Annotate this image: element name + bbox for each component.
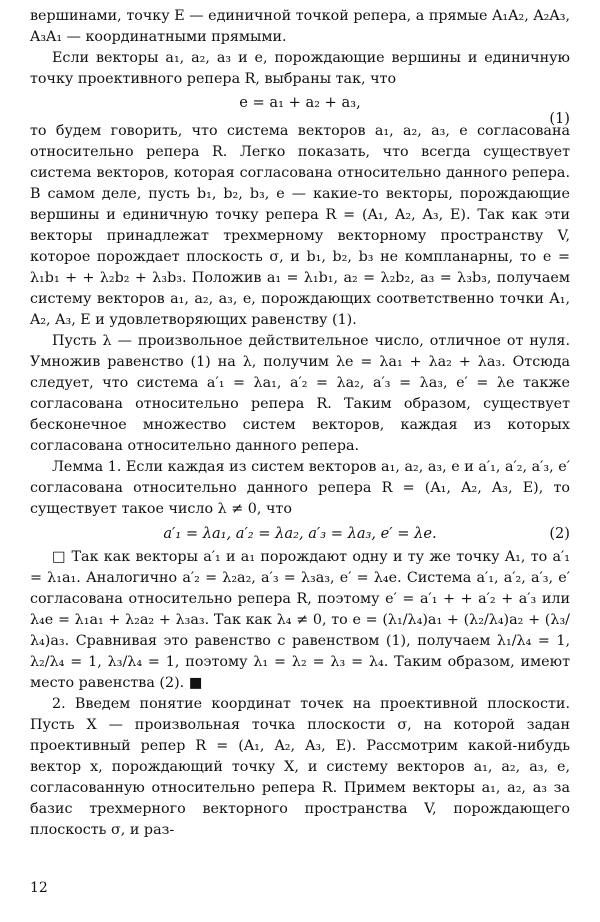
formula-2-text: a′₁ = λa₁, a′₂ = λa₂, a′₃ = λa₃, e′ = λe. <box>163 525 437 542</box>
paragraph-lemma-1: Лемма 1. Если каждая из систем векторов a₁, a₂, a₃, e и a′₁, a′₂, a′₃, e′ согласована относительно данного репера R = (A₁, A₂, A₃, E), то существует такое число λ ≠ 0, что <box>30 459 570 517</box>
formula-1-text: e = a₁ + a₂ + a₃, <box>239 94 361 111</box>
paragraph-section-2: 2. Введем понятие координат точек на проективной плоскости. Пусть X — произвольная точка плоскости σ, на которой задан проективный репер R = (A₁, A₂, A₃, E). Рассмотрим какой-нибудь вектор x, порождающий точку X, и систему векторов a₁, a₂, a₃, e, согласованную относительно репера R. Примем векторы a₁, a₂, a₃ за базис трехмерного векторного пространства V, порождающего плоскость σ, и раз- <box>30 696 570 838</box>
paragraph-lemma-proof: □ Так как векторы a′₁ и a₁ порождают одну и ту же точку A₁, то a′₁ = λ₁a₁. Аналогично a′₂ = λ₂a₂, a′₃ = λ₃a₃, e′ = λ₄e. Система a′₁, a′₂, a′₃, e′ согласована относительно репера R, поэтому e′ = a′₁ + + a′₂ + a′₃ или λ₄e = λ₁a₁ + λ₂a₂ + λ₃a₃. Так как λ₄ ≠ 0, то e = (λ₁/λ₄)a₁ + (λ₂/λ₄)a₂ + (λ₃/λ₄)a₃. Сравнивая это равенство с равенством (1), получаем λ₁/λ₄ = 1, λ₂/λ₄ = 1, λ₃/λ₄ = 1, поэтому λ₁ = λ₂ = λ₃ = λ₄. Таким образом, имеют место равенства (2). ■ <box>30 549 570 691</box>
formula-1-number: (1) <box>549 110 570 127</box>
page-number: 12 <box>30 880 48 896</box>
formula-1 <box>30 92 570 127</box>
formula-2 <box>30 523 570 544</box>
paragraph-consistent-system: то будем говорить, что система векторов a₁, a₂, a₃, e согласована относительно репера R. Легко показать, что всегда существует система векторов, которая согласована относительно данного репера. В самом деле, пусть b₁, b₂, b₃, e — какие-то векторы, порождающие вершины и единичную точку репера R = (A₁, A₂, A₃, E). Так как эти векторы принадлежат трехмерному векторному пространству V, которое порождает плоскость σ, и b₁, b₂, b₃ не компланарны, то e = λ₁b₁ + + λ₂b₂ + λ₃b₃. Положив a₁ = λ₁b₁, a₂ = λ₂b₂, a₃ = λ₃b₃, получаем систему векторов a₁, a₂, a₃, e, порождающих соответственно точки A₁, A₂, A₃, E и удовлетворяющих равенству (1). <box>30 123 570 328</box>
paragraph-vectors-choice: Если векторы a₁, a₂, a₃ и e, порождающие вершины и единичную точку проективного репера R, выбраны так, что <box>30 50 570 87</box>
paragraph-lambda-multiply: Пусть λ — произвольное действительное число, отличное от нуля. Умножив равенство (1) на λ, получим λe = λa₁ + λa₂ + λa₃. Отсюда следует, что система a′₁ = λa₁, a′₂ = λa₂, a′₃ = λa₃, e′ = λe также согласована относительно репера R. Таким образом, существует бесконечное множество систем векторов, каждая из которых согласована относительно данного репера. <box>30 333 570 454</box>
formula-2-number: (2) <box>549 525 570 542</box>
paragraph-definition-end: вершинами, точку E — единичной точкой репера, а прямые A₁A₂, A₂A₃, A₃A₁ — координатными прямыми. <box>30 8 570 45</box>
